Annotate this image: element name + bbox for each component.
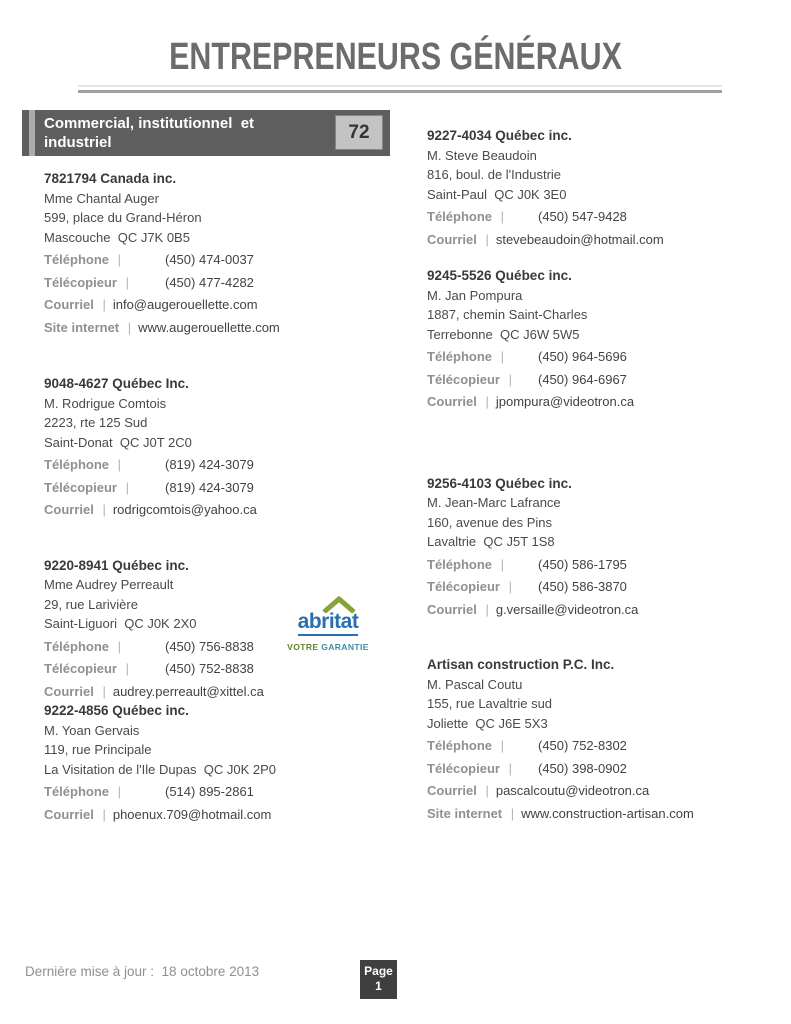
contact-row (427, 207, 772, 227)
field-label: Téléphone (427, 209, 493, 224)
address-line: Saint-Donat QC J0T 2C0 (44, 434, 192, 450)
address-line: 1887, chemin Saint-Charles (427, 307, 588, 322)
field-value: rodrigcomtois@yahoo.ca (112, 502, 257, 517)
field-value: (450) 547-9428 (538, 209, 627, 224)
contact-row (44, 250, 390, 270)
section-title-line2: industriel (44, 134, 112, 151)
contact-row (427, 577, 772, 597)
address-line: La Visitation de l'Ile Dupas QC J0K 2P0 (44, 761, 277, 777)
field-value: (450) 752-8838 (165, 661, 254, 676)
field-label: Télécopieur (427, 579, 500, 594)
contact-row (427, 392, 772, 412)
field-label: Télécopieur (44, 274, 117, 290)
field-label: Téléphone (427, 556, 493, 572)
address-line: 599, place du Grand-Héron (44, 210, 202, 225)
field-label: Téléphone (427, 738, 493, 753)
field-value: (450) 752-8302 (538, 738, 627, 753)
company-name: Artisan construction P.C. Inc. (427, 657, 615, 672)
pipe-separator: | (481, 231, 489, 247)
field-value: (450) 586-3870 (538, 579, 627, 594)
company-entry (427, 474, 772, 620)
page-title: ENTREPRENEURS GÉNÉRAUX (169, 36, 622, 78)
pipe-separator: | (114, 457, 122, 472)
address-line: M. Rodrigue Comtois (44, 395, 167, 411)
field-label: Téléphone (44, 784, 110, 799)
field-value: pascalcoutu@videotron.ca (495, 783, 650, 798)
right-column (427, 110, 772, 823)
company-entry (22, 374, 390, 520)
pipe-separator: | (98, 297, 106, 312)
pipe-separator: | (114, 252, 122, 267)
pipe-separator: | (98, 502, 106, 517)
divider-light-line (78, 85, 722, 87)
left-column (22, 110, 390, 824)
abritat-logo (287, 596, 369, 658)
pipe-separator: | (507, 805, 515, 821)
field-value: audrey.perreault@xittel.ca (112, 683, 264, 699)
address-line: Joliette QC J6E 5X3 (427, 715, 548, 731)
field-label: Télécopieur (427, 760, 500, 776)
pipe-separator: | (121, 274, 129, 290)
pipe-separator: | (121, 479, 129, 495)
contact-row (44, 805, 390, 825)
field-value: (450) 756-8838 (165, 638, 254, 654)
contact-row (427, 759, 772, 779)
company-entry (22, 556, 390, 702)
pipe-separator: | (98, 806, 106, 822)
address-line: 2223, rte 125 Sud (44, 415, 148, 430)
field-value: g.versaille@videotron.ca (495, 601, 639, 617)
page-label: Page (364, 964, 393, 978)
section-header (22, 110, 390, 156)
pipe-separator: | (504, 760, 512, 776)
pipe-separator: | (481, 394, 489, 409)
company-name: 9256-4103 Québec inc. (427, 475, 572, 491)
pipe-separator: | (124, 319, 132, 335)
field-value: phoenux.709@hotmail.com (112, 806, 272, 822)
field-label: Courriel (427, 783, 477, 798)
contact-row (427, 555, 772, 575)
pipe-separator: | (504, 371, 512, 387)
pipe-separator: | (497, 209, 505, 224)
section-header-stripe (29, 110, 35, 156)
company-entry (427, 655, 772, 823)
company-entry (22, 701, 390, 824)
company-name: 9048-4627 Québec Inc. (44, 376, 189, 391)
page-number-box (360, 960, 397, 999)
contact-row (427, 370, 772, 390)
address-line: M. Jean-Marc Lafrance (427, 495, 561, 510)
field-label: Courriel (44, 806, 94, 822)
pipe-separator: | (98, 683, 106, 699)
contact-row (427, 230, 772, 250)
field-label: Courriel (44, 683, 94, 699)
company-entry (22, 169, 390, 337)
field-label: Courriel (427, 394, 477, 409)
address-line: M. Yoan Gervais (44, 722, 140, 738)
section-title (44, 114, 254, 152)
page-number: 1 (375, 979, 382, 993)
pipe-separator: | (481, 601, 489, 617)
company-name: 9222-4856 Québec inc. (44, 703, 189, 718)
company-name: 9220-8941 Québec inc. (44, 557, 189, 573)
address-line: Terrebonne QC J6W 5W5 (427, 326, 580, 342)
tagline-votre: VOTRE (287, 641, 319, 652)
field-value: jpompura@videotron.ca (495, 394, 635, 409)
contact-row (427, 347, 772, 367)
field-value: (514) 895-2861 (165, 784, 254, 799)
abritat-tagline (287, 638, 369, 658)
field-value: info@augerouellette.com (112, 297, 258, 312)
field-label: Télécopieur (427, 371, 500, 387)
field-label: Téléphone (44, 252, 110, 267)
tagline-garantie: GARANTIE (318, 641, 369, 652)
pipe-separator: | (114, 784, 122, 799)
last-updated-text: Dernière mise à jour : 18 octobre 2013 (25, 964, 260, 979)
field-value: stevebeaudoin@hotmail.com (495, 231, 664, 247)
address-line: Mme Chantal Auger (44, 190, 159, 206)
title-divider (78, 85, 722, 93)
field-label: Téléphone (44, 638, 110, 654)
address-line: 29, rue Larivière (44, 596, 138, 612)
field-label: Télécopieur (44, 661, 117, 676)
address-line: M. Pascal Coutu (427, 676, 523, 692)
contact-row (44, 500, 390, 520)
address-line: M. Jan Pompura (427, 287, 523, 303)
contact-row (44, 682, 390, 702)
contact-row (427, 781, 772, 801)
pipe-separator: | (504, 579, 512, 594)
field-value: (450) 474-0037 (165, 252, 254, 267)
section-number-badge: 72 (335, 115, 383, 150)
contact-row (427, 736, 772, 756)
address-line: Mme Audrey Perreault (44, 577, 174, 592)
address-line: 816, boul. de l'Industrie (427, 167, 562, 182)
contact-row (44, 295, 390, 315)
company-name: 7821794 Canada inc. (44, 171, 177, 186)
field-value: (450) 586-1795 (538, 556, 627, 572)
field-value: (819) 424-3079 (165, 479, 254, 495)
pipe-separator: | (497, 738, 505, 753)
field-label: Téléphone (427, 349, 493, 364)
contact-row (44, 455, 390, 475)
divider-dark-line (78, 90, 722, 93)
abritat-wordmark: abritat (298, 611, 359, 636)
company-entry (427, 126, 772, 249)
pipe-separator: | (481, 783, 489, 798)
field-label: Site internet (44, 319, 120, 335)
field-label: Télécopieur (44, 479, 117, 495)
field-value: (450) 398-0902 (538, 760, 627, 776)
address-line: 119, rue Principale (44, 742, 152, 757)
field-value: www.augerouellette.com (138, 319, 280, 335)
field-label: Site internet (427, 805, 503, 821)
contact-row (44, 659, 390, 679)
company-name: 9227-4034 Québec inc. (427, 128, 572, 143)
address-line: Lavaltrie QC J5T 1S8 (427, 534, 555, 549)
section-title-line1: Commercial, institutionnel et (44, 115, 255, 132)
address-line: 160, avenue des Pins (427, 514, 553, 530)
field-value: (450) 477-4282 (165, 274, 254, 290)
contact-row (44, 478, 390, 498)
field-label: Courriel (44, 502, 94, 517)
field-label: Courriel (44, 297, 94, 312)
field-value: (450) 964-6967 (538, 371, 627, 387)
field-value: www.construction-artisan.com (521, 805, 694, 821)
company-name: 9245-5526 Québec inc. (427, 268, 572, 283)
contact-row (44, 782, 390, 802)
field-label: Courriel (427, 231, 477, 247)
contact-row (44, 318, 390, 338)
address-line: Saint-Paul QC J0K 3E0 (427, 186, 567, 202)
contact-row (44, 273, 390, 293)
pipe-separator: | (497, 556, 505, 572)
address-line: Mascouche QC J7K 0B5 (44, 229, 190, 245)
field-value: (819) 424-3079 (165, 457, 254, 472)
pipe-separator: | (497, 349, 505, 364)
contact-row (427, 600, 772, 620)
address-line: 155, rue Lavaltrie sud (427, 696, 553, 711)
field-label: Courriel (427, 601, 477, 617)
field-value: (450) 964-5696 (538, 349, 627, 364)
address-line: M. Steve Beaudoin (427, 147, 537, 163)
pipe-separator: | (114, 638, 122, 654)
company-entry (427, 266, 772, 412)
pipe-separator: | (121, 661, 129, 676)
address-line: Saint-Liguori QC J0K 2X0 (44, 616, 197, 631)
field-label: Téléphone (44, 457, 110, 472)
contact-row (427, 804, 772, 824)
